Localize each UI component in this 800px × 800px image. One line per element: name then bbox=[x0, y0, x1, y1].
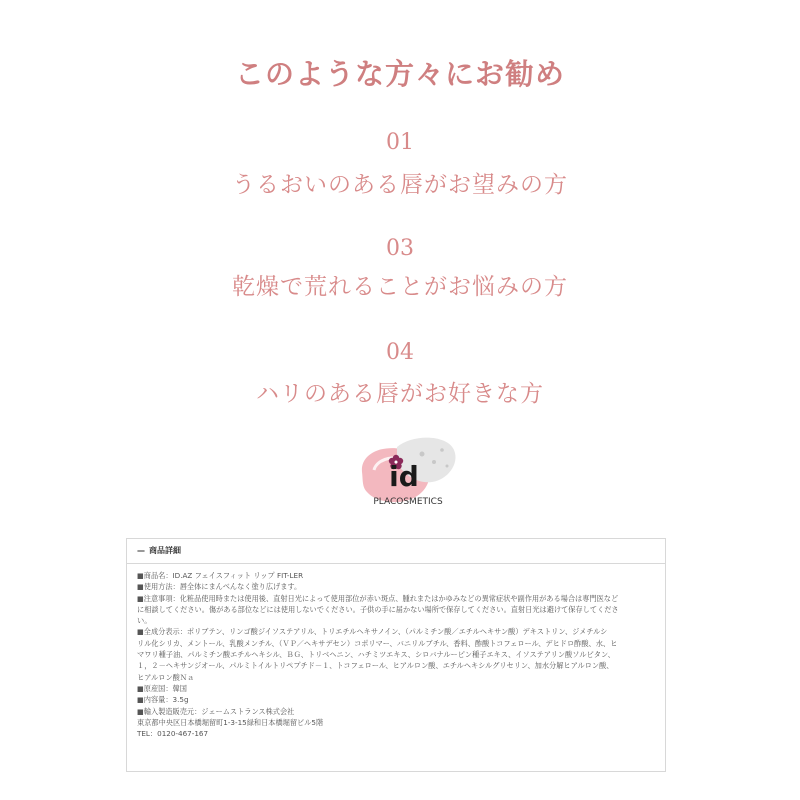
details-line: ■輸入製造販売元：ジェームストランス株式会社 bbox=[137, 706, 295, 716]
details-line: ■内容量：3.5g bbox=[137, 695, 189, 705]
recommend-text-1: うるおいのある唇がお望みの方 bbox=[232, 172, 568, 198]
details-line: リル化シリカ、メントール、乳酸メンチル、（ＶＰ／ヘキサデセン）コポリマー、バニリルブチル、香料、酢酸トコフェロール、デヒドロ酢酸、水、ヒ bbox=[137, 638, 618, 648]
details-line: ■商品名：ID.AZ フェイスフィット リップ FIT-LER bbox=[137, 571, 304, 580]
details-line: マワリ種子油、パルミチン酸エチルヘキシル、ＢＧ、トリベヘニン、ハチミツエキス、シロバナルーピン種子エキス、イソステアリン酸ソルビタン、 bbox=[137, 650, 615, 660]
recommend-number-3: 04 bbox=[386, 340, 414, 365]
details-line: ヒアルロン酸Ｎａ bbox=[137, 672, 195, 682]
product-details-box bbox=[126, 538, 666, 772]
details-line: ■全成分表示：ポリブテン、リンゴ酸ジイソステアリル、トリエチルヘキサノイン、（パルミチン酸／エチルヘキサン酸）デキストリン、ジメチルシ bbox=[137, 627, 608, 637]
details-line: に相談してください。傷がある部位などには使用しないでください。子供の手に届かない場所で保存してください。直射日光は避けて保存してくださ bbox=[137, 604, 619, 614]
recommend-number-2: 03 bbox=[386, 236, 414, 261]
page-title: このような方々にお勧め bbox=[234, 57, 565, 91]
details-line: １，２－ヘキサンジオール、パルミトイルトリペプチド－１、トコフェロール、ヒアルロン酸、エチルヘキシルグリセリン、加水分解ヒアルロン酸、 bbox=[137, 661, 614, 671]
product-details-body bbox=[127, 564, 665, 739]
details-line: 東京都中央区日本橋堀留町1-3-15緑和日本橋堀留ビル5階 bbox=[137, 717, 324, 727]
details-line: ■注意事項：化粧品使用時または使用後、直射日光によって使用部位が赤い斑点、腫れまたはかゆみなどの異常症状や副作用がある場合は専門医など bbox=[137, 593, 619, 603]
details-line: ■使用方法：唇全体にまんべんなく塗り広げます。 bbox=[137, 582, 302, 592]
recommend-text-2: 乾燥で荒れることがお悩みの方 bbox=[232, 274, 568, 300]
recommend-text-3: ハリのある唇がお好きな方 bbox=[256, 381, 544, 407]
product-details-header: — 商品詳細 bbox=[127, 539, 665, 564]
brand-name: PLACOSMETICS bbox=[373, 497, 443, 507]
details-line: TEL：0120-467-167 bbox=[137, 729, 209, 739]
recommend-number-1: 01 bbox=[386, 130, 414, 155]
details-line: い。 bbox=[137, 616, 152, 626]
brand-logo bbox=[352, 432, 462, 522]
brand-mark: id bbox=[389, 460, 419, 493]
dash-icon: — bbox=[137, 546, 145, 555]
details-line: ■原産国：韓国 bbox=[137, 683, 187, 693]
